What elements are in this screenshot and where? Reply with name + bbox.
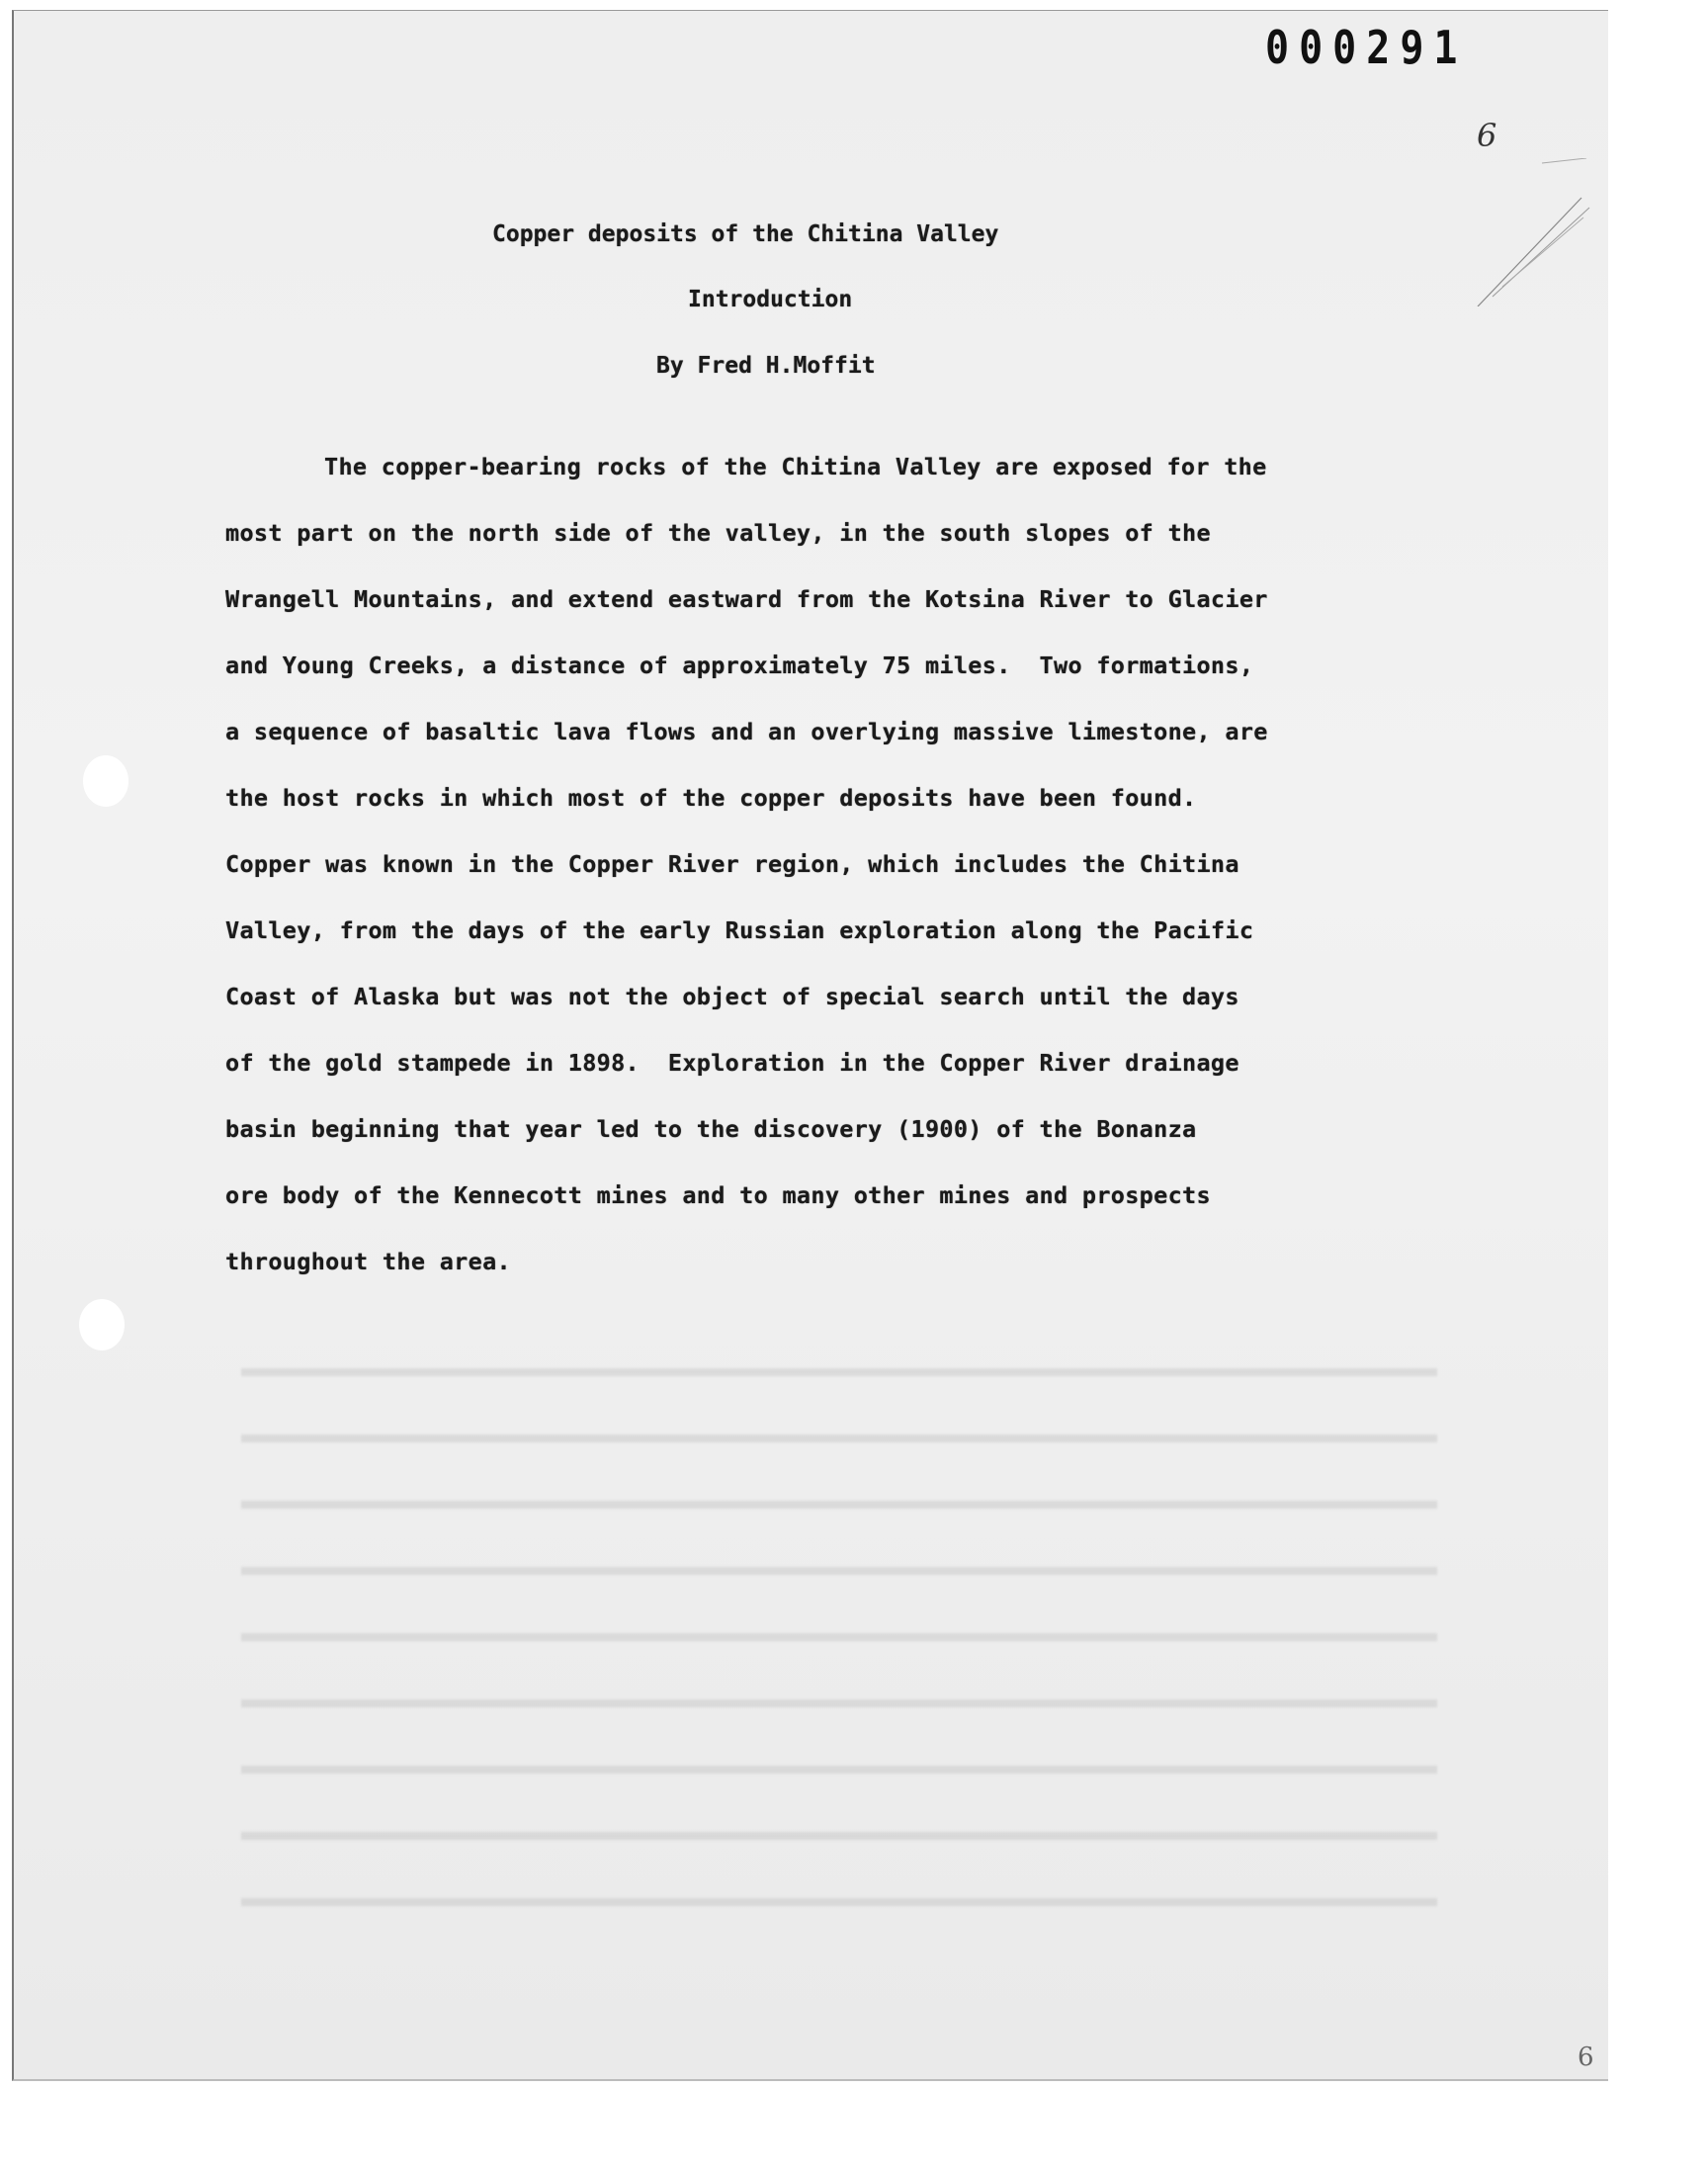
document-title: Copper deposits of the Chitina Valley bbox=[492, 221, 999, 247]
handwritten-page-number: 6 bbox=[1477, 117, 1497, 154]
body-line-13: throughout the area. bbox=[225, 1248, 511, 1275]
pencil-strokes-icon bbox=[1473, 158, 1591, 306]
body-line-9: Coast of Alaska but was not the object of special search until the days bbox=[225, 983, 1239, 1010]
body-line-6: the host rocks in which most of the copper deposits have been found. bbox=[225, 784, 1197, 812]
document-stamp-number: 000291 bbox=[1265, 22, 1468, 75]
punch-hole-lower bbox=[79, 1299, 125, 1350]
edge-mark: 6 bbox=[1578, 2043, 1594, 2072]
section-heading: Introduction bbox=[688, 287, 853, 312]
body-line-2: most part on the north side of the valley, in the south slopes of the bbox=[225, 519, 1211, 547]
body-line-1: The copper-bearing rocks of the Chitina Valley are exposed for the bbox=[324, 453, 1267, 480]
body-line-11: basin beginning that year led to the discovery (1900) of the Bonanza bbox=[225, 1115, 1197, 1143]
body-line-10: of the gold stampede in 1898. Exploration in the Copper River drainage bbox=[225, 1049, 1239, 1077]
body-line-4: and Young Creeks, a distance of approximately 75 miles. Two formations, bbox=[225, 652, 1254, 679]
body-line-7: Copper was known in the Copper River region, which includes the Chitina bbox=[225, 850, 1239, 878]
body-line-12: ore body of the Kennecott mines and to many other mines and prospects bbox=[225, 1181, 1211, 1209]
body-line-3: Wrangell Mountains, and extend eastward from the Kotsina River to Glacier bbox=[225, 585, 1268, 613]
body-line-5: a sequence of basaltic lava flows and an overlying massive limestone, are bbox=[225, 718, 1268, 745]
paper-sheet bbox=[12, 10, 1608, 2081]
author-byline: By Fred H.Moffit bbox=[656, 353, 876, 379]
punch-hole-upper bbox=[83, 755, 128, 807]
show-through-text bbox=[241, 1316, 1437, 1909]
body-line-8: Valley, from the days of the early Russian exploration along the Pacific bbox=[225, 916, 1254, 944]
